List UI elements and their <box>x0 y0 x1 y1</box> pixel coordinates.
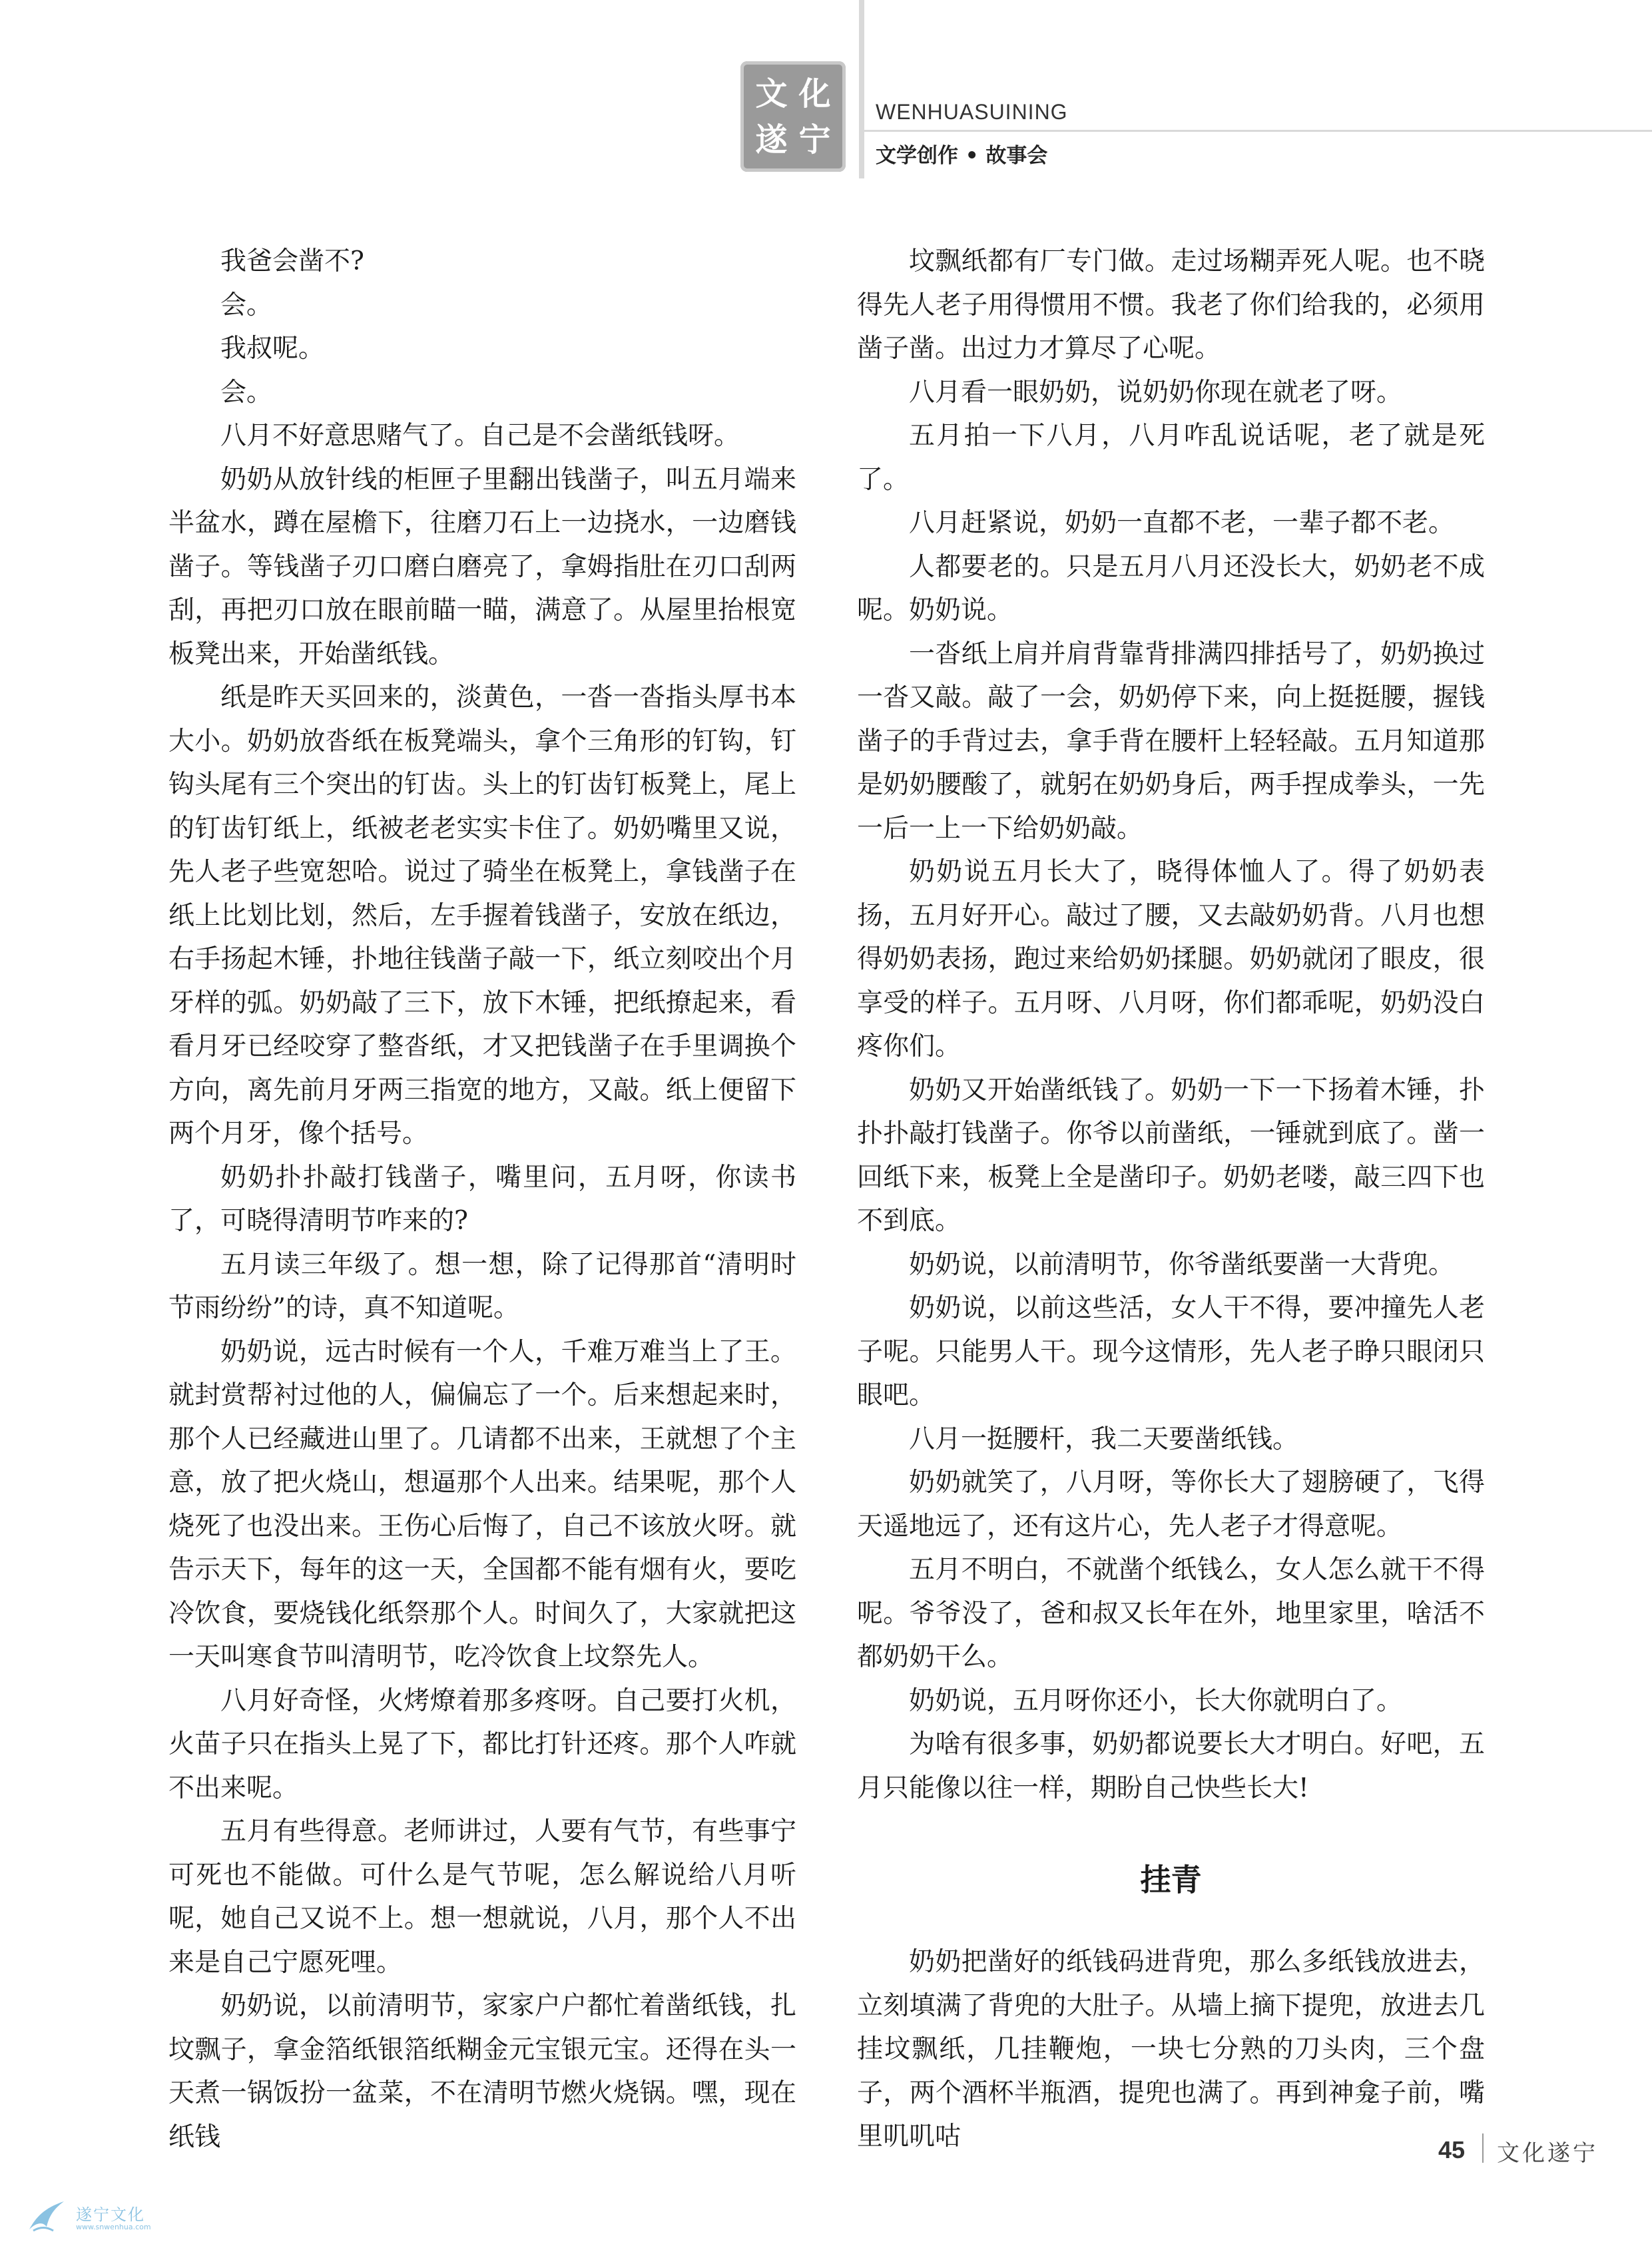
paragraph: 会。 <box>220 290 273 320</box>
logo-char: 宁 <box>798 121 831 158</box>
paragraph: 八月好奇怪，火烤燎着那多疼呀。自己要打火机，火苗子只在指头上晃了下，都比打针还疼。那个人咋就不出来呢。 <box>168 1685 796 1803</box>
paragraph: 五月有些得意。老师讲过，人要有气节，有些事宁可死也不能做。可什么是气节呢，怎么解说给八月听呢，她自己又说不上。想一想就说，八月，那个人不出来是自己宁愿死哩。 <box>168 1817 796 1978</box>
right-column <box>857 240 1485 2159</box>
paragraph: 奶奶说，五月呀你还小，长大你就明白了。 <box>909 1685 1403 1716</box>
paragraph: 奶奶说五月长大了，晓得体恤人了。得了奶奶表扬，五月好开心。敲过了腰，又去敲奶奶背。八月也想得奶奶表扬，跑过来给奶奶揉腿。奶奶就闭了眼皮，很享受的样子。五月呀、八月呀，你们都乖呢，奶奶没白疼你们。 <box>857 857 1485 1061</box>
header-vertical-rule <box>859 0 864 178</box>
paragraph: 一沓纸上肩并肩背靠背排满四排括号了，奶奶换过一沓又敲。敲了一会，奶奶停下来，向上挺挺腰，握钱凿子的手背过去，拿手背在腰杆上轻轻敲。五月知道那是奶奶腰酸了，就躬在奶奶身后，两手捏成拳头，一先一后一上一下给奶奶敲。 <box>857 639 1485 844</box>
footer-separator <box>1482 2133 1484 2163</box>
paragraph: 八月看一眼奶奶，说奶奶你现在就老了呀。 <box>909 377 1403 408</box>
paragraph: 为啥有很多事，奶奶都说要长大才明白。好吧，五月只能像以往一样，期盼自己快些长大! <box>857 1729 1485 1803</box>
paragraph: 奶奶扑扑敲打钱凿子，嘴里问，五月呀，你读书了，可晓得清明节咋来的? <box>168 1162 796 1236</box>
paragraph: 奶奶从放针线的柜匣子里翻出钱凿子，叫五月端来半盆水，蹲在屋檐下，往磨刀石上一边挠水，一边磨钱凿子。等钱凿子刃口磨白磨亮了，拿姆指肚在刃口刮两刮，再把刃口放在眼前瞄一瞄，满意了。从屋里抬根宽板凳出来，开始凿纸钱。 <box>168 464 796 669</box>
logo-char: 化 <box>798 75 831 113</box>
watermark-name: 遂宁文化 <box>76 2205 145 2224</box>
paragraph: 奶奶把凿好的纸钱码进背兜，那么多纸钱放进去，立刻填满了背兜的大肚子。从墙上摘下提兜，放进去几挂坟飘纸，几挂鞭炮，一块七分熟的刀头肉，三个盘子，两个酒杯半瓶酒，提兜也满了。再到神龛子前，嘴里叽叽咕 <box>857 1947 1485 2151</box>
left-column <box>168 240 796 2159</box>
header-horizontal-rule <box>864 130 1652 132</box>
paragraph: 五月拍一下八月，八月咋乱说话呢，老了就是死了。 <box>857 421 1485 495</box>
magazine-logo-seal <box>740 61 846 172</box>
paragraph: 奶奶说，远古时候有一个人，千难万难当上了王。就封赏帮衬过他的人，偏偏忘了一个。后来想起来时，那个人已经藏进山里了。几请都不出来，王就想了个主意，放了把火烧山，想逼那个人出来。结果呢，那个人烧死了也没出来。王伤心后悔了，自己不该放火呀。就告示天下，每年的这一天，全国都不能有烟有火，要吃冷饮食，要烧钱化纸祭那个人。时间久了，大家就把这一天叫寒食节叫清明节，吃冷饮食上坟祭先人。 <box>168 1336 796 1672</box>
logo-char: 遂 <box>755 121 788 158</box>
watermark-url: www.snwenhua.com <box>76 2223 151 2231</box>
paragraph: 奶奶就笑了，八月呀，等你长大了翅膀硬了，飞得天遥地远了，还有这片心，先人老子才得意呢。 <box>857 1468 1485 1541</box>
wing-logo-icon <box>27 2197 67 2233</box>
paragraph: 奶奶说，以前清明节，你爷凿纸要凿一大背兜。 <box>909 1249 1455 1280</box>
paragraph: 五月读三年级了。想一想，除了记得那首“清明时节雨纷纷”的诗，真不知道呢。 <box>168 1249 796 1323</box>
paragraph: 人都要老的。只是五月八月还没长大，奶奶老不成呢。奶奶说。 <box>857 551 1485 625</box>
paragraph: 奶奶又开始凿纸钱了。奶奶一下一下扬着木锤，扑扑扑敲打钱凿子。你爷以前凿纸，一锤就到底了。凿一回纸下来，板凳上全是凿印子。奶奶老喽，敲三四下也不到底。 <box>857 1075 1485 1236</box>
paragraph: 八月一挺腰杆，我二天要凿纸钱。 <box>909 1424 1299 1454</box>
footer-brand: 文化遂宁 <box>1497 2140 1598 2167</box>
paragraph: 我爸会凿不? <box>220 246 364 276</box>
paragraph: 八月赶紧说，奶奶一直都不老，一辈子都不老。 <box>909 508 1455 538</box>
paragraph: 会。 <box>220 377 273 408</box>
page-number: 45 <box>1438 2136 1466 2163</box>
story-title: 挂青 <box>1140 1862 1202 1898</box>
paragraph: 纸是昨天买回来的，淡黄色，一沓一沓指头厚书本大小。奶奶放沓纸在板凳端头，拿个三角形的钉钩，钉钩头尾有三个突出的钉齿。头上的钉齿钉板凳上，尾上的钉齿钉纸上，纸被老老实实卡住了。奶奶嘴里又说，先人老子些宽恕哈。说过了骑坐在板凳上，拿钱凿子在纸上比划比划，然后，左手握着钱凿子，安放在纸边，右手扬起木锤，扑地往钱凿子敲一下，纸立刻咬出个月牙样的弧。奶奶敲了三下，放下木锤，把纸撩起来，看看月牙已经咬穿了整沓纸，才又把钱凿子在手里调换个方向，离先前月牙两三指宽的地方，又敲。纸上便留下两个月牙，像个括号。 <box>168 683 796 1149</box>
magazine-brand: WENHUASUINING <box>876 100 1068 124</box>
paragraph: 奶奶说，以前这些活，女人干不得，要冲撞先人老子呢。只能男人干。现今这情形，先人老子睁只眼闭只眼吧。 <box>857 1293 1485 1410</box>
paragraph: 我叔呢。 <box>220 334 325 364</box>
paragraph: 坟飘纸都有厂专门做。走过场糊弄死人呢。也不晓得先人老子用得惯用不惯。我老了你们给我的，必须用凿子凿。出过力才算尽了心呢。 <box>857 246 1485 364</box>
paragraph: 奶奶说，以前清明节，家家户户都忙着凿纸钱，扎坟飘子，拿金箔纸银箔纸糊金元宝银元宝。还得在头一天煮一锅饭扮一盆菜，不在清明节燃火烧锅。嘿，现在纸钱 <box>168 1991 796 2152</box>
paragraph: 八月不好意思赌气了。自己是不会凿纸钱呀。 <box>220 421 740 451</box>
paragraph: 五月不明白，不就凿个纸钱么，女人怎么就干不得呢。爷爷没了，爸和叔又长年在外，地里家里，啥活不都奶奶干么。 <box>857 1555 1485 1672</box>
section-label: 文学创作 • 故事会 <box>876 144 1048 168</box>
logo-char: 文 <box>755 75 788 113</box>
site-watermark <box>27 2197 200 2237</box>
